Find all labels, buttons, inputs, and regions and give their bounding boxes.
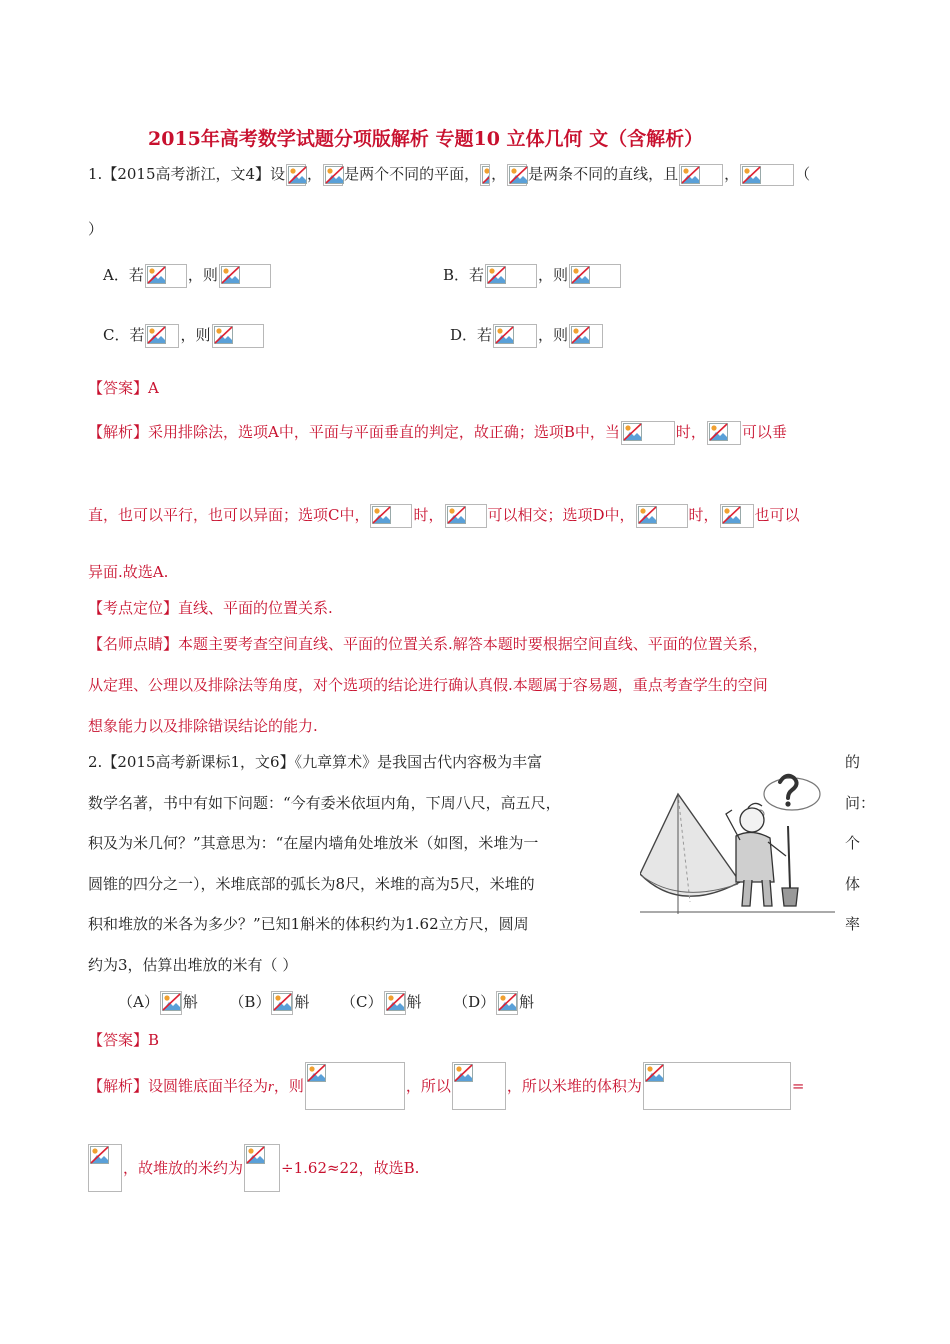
q2-stem-line5: 积和堆放的米各为多少？”已知1斛米的体积约为1.62立方尺，圆周 (88, 915, 529, 933)
formula-image-icon (621, 421, 675, 445)
formula-image-icon (740, 164, 794, 186)
q1-analysis-line1: 【解析】采用排除法，选项A中，平面与平面垂直的判定，故正确；选项B中，当 时， 可以垂 (88, 421, 787, 445)
q2-stem-line5-right: 率 (845, 915, 861, 933)
formula-image-icon (643, 1062, 791, 1110)
q1-option-c: C．若 ，则 (103, 324, 265, 348)
q2-stem-line1: 2.【2015高考新课标1，文6】《九章算术》是我国古代内容极为丰富 (88, 753, 543, 771)
formula-image-icon (452, 1062, 506, 1110)
formula-image-icon (305, 1062, 405, 1110)
man-with-shovel-icon (726, 803, 798, 906)
q1-stem: 1.【2015高考浙江，文4】设 ， 是两个不同的平面， ， 是两条不同的直线，且 ， （ (88, 163, 810, 186)
q2-options: （A） 斛 （B） 斛 （C） 斛 （D） 斛 (118, 991, 534, 1015)
formula-image-icon (286, 164, 306, 186)
q2-stem-line3-right: 个 (845, 834, 861, 852)
formula-image-icon (507, 164, 527, 186)
formula-image-icon (88, 1144, 122, 1192)
q2-stem-line2: 数学名著，书中有如下问题：“今有委米依垣内角，下周八尺，高五尺， (88, 794, 561, 812)
q1-option-b: B．若 ，则 (443, 264, 622, 288)
q1-key-point: 【考点定位】直线、平面的位置关系. (88, 599, 333, 617)
formula-image-icon (323, 164, 343, 186)
q1-teacher-note-line2: 从定理、公理以及排除法等角度，对个选项的结论进行确认真假.本题属于容易题，重点考查学生的空间 (88, 676, 768, 694)
q1-option-a: A．若 ，则 (103, 264, 272, 288)
formula-image-icon (160, 991, 182, 1015)
formula-image-icon (493, 324, 537, 348)
formula-image-icon (384, 991, 406, 1015)
q2-analysis-line1: 【解析】设圆锥底面半径为r，则 ，所以 ，所以米堆的体积为 = (88, 1062, 805, 1111)
formula-image-icon (636, 504, 688, 528)
formula-image-icon (485, 264, 537, 288)
formula-image-icon (212, 324, 264, 348)
formula-image-icon (496, 991, 518, 1015)
q2-stem-line4-right: 体 (845, 875, 861, 893)
formula-image-icon (145, 264, 187, 288)
formula-image-icon (271, 991, 293, 1015)
formula-image-icon (707, 421, 741, 445)
formula-image-icon (244, 1144, 280, 1192)
q2-answer: 【答案】B (88, 1031, 160, 1049)
q2-stem-line2-right: 问： (845, 794, 876, 812)
q2-analysis-line2: ，故堆放的米约为 ÷1.62≈22，故选B. (88, 1144, 419, 1192)
q2-stem-line6: 约为3，估算出堆放的米有（ ） (88, 956, 298, 974)
formula-image-icon (145, 324, 179, 348)
formula-image-icon (370, 504, 412, 528)
q1-analysis-line2: 直，也可以平行，也可以异面；选项C中， 时， 可以相交；选项D中， 时， 也可以 (88, 504, 800, 528)
q1-close-paren: ） (88, 220, 104, 238)
q2-stem-line3: 积及为米几何？”其意思为：“在屋内墙角处堆放米（如图，米堆为一 (88, 834, 539, 852)
rice-pile-illustration (640, 764, 840, 924)
q1-answer: 【答案】A (88, 379, 159, 397)
formula-image-icon (480, 164, 490, 186)
formula-image-icon (679, 164, 723, 186)
formula-image-icon (569, 324, 603, 348)
q1-option-d: D．若 ，则 (450, 324, 604, 348)
q1-teacher-note-line3: 想象能力以及排除错误结论的能力. (88, 717, 318, 735)
q2-stem-line1-right: 的 (845, 753, 861, 771)
formula-image-icon (569, 264, 621, 288)
q2-stem-line4: 圆锥的四分之一），米堆底部的弧长为8尺，米堆的高为5尺，米堆的 (88, 875, 535, 893)
formula-image-icon (219, 264, 271, 288)
q1-teacher-note-line1: 【名师点睛】本题主要考查空间直线、平面的位置关系.解答本题时要根据空间直线、平面的位置关系， (88, 635, 768, 653)
q1-analysis-line3: 异面.故选A. (88, 563, 169, 581)
formula-image-icon (720, 504, 754, 528)
formula-image-icon (445, 504, 487, 528)
page-title: 2015年高考数学试题分项版解析 专题10 立体几何 文（含解析） (148, 128, 704, 150)
